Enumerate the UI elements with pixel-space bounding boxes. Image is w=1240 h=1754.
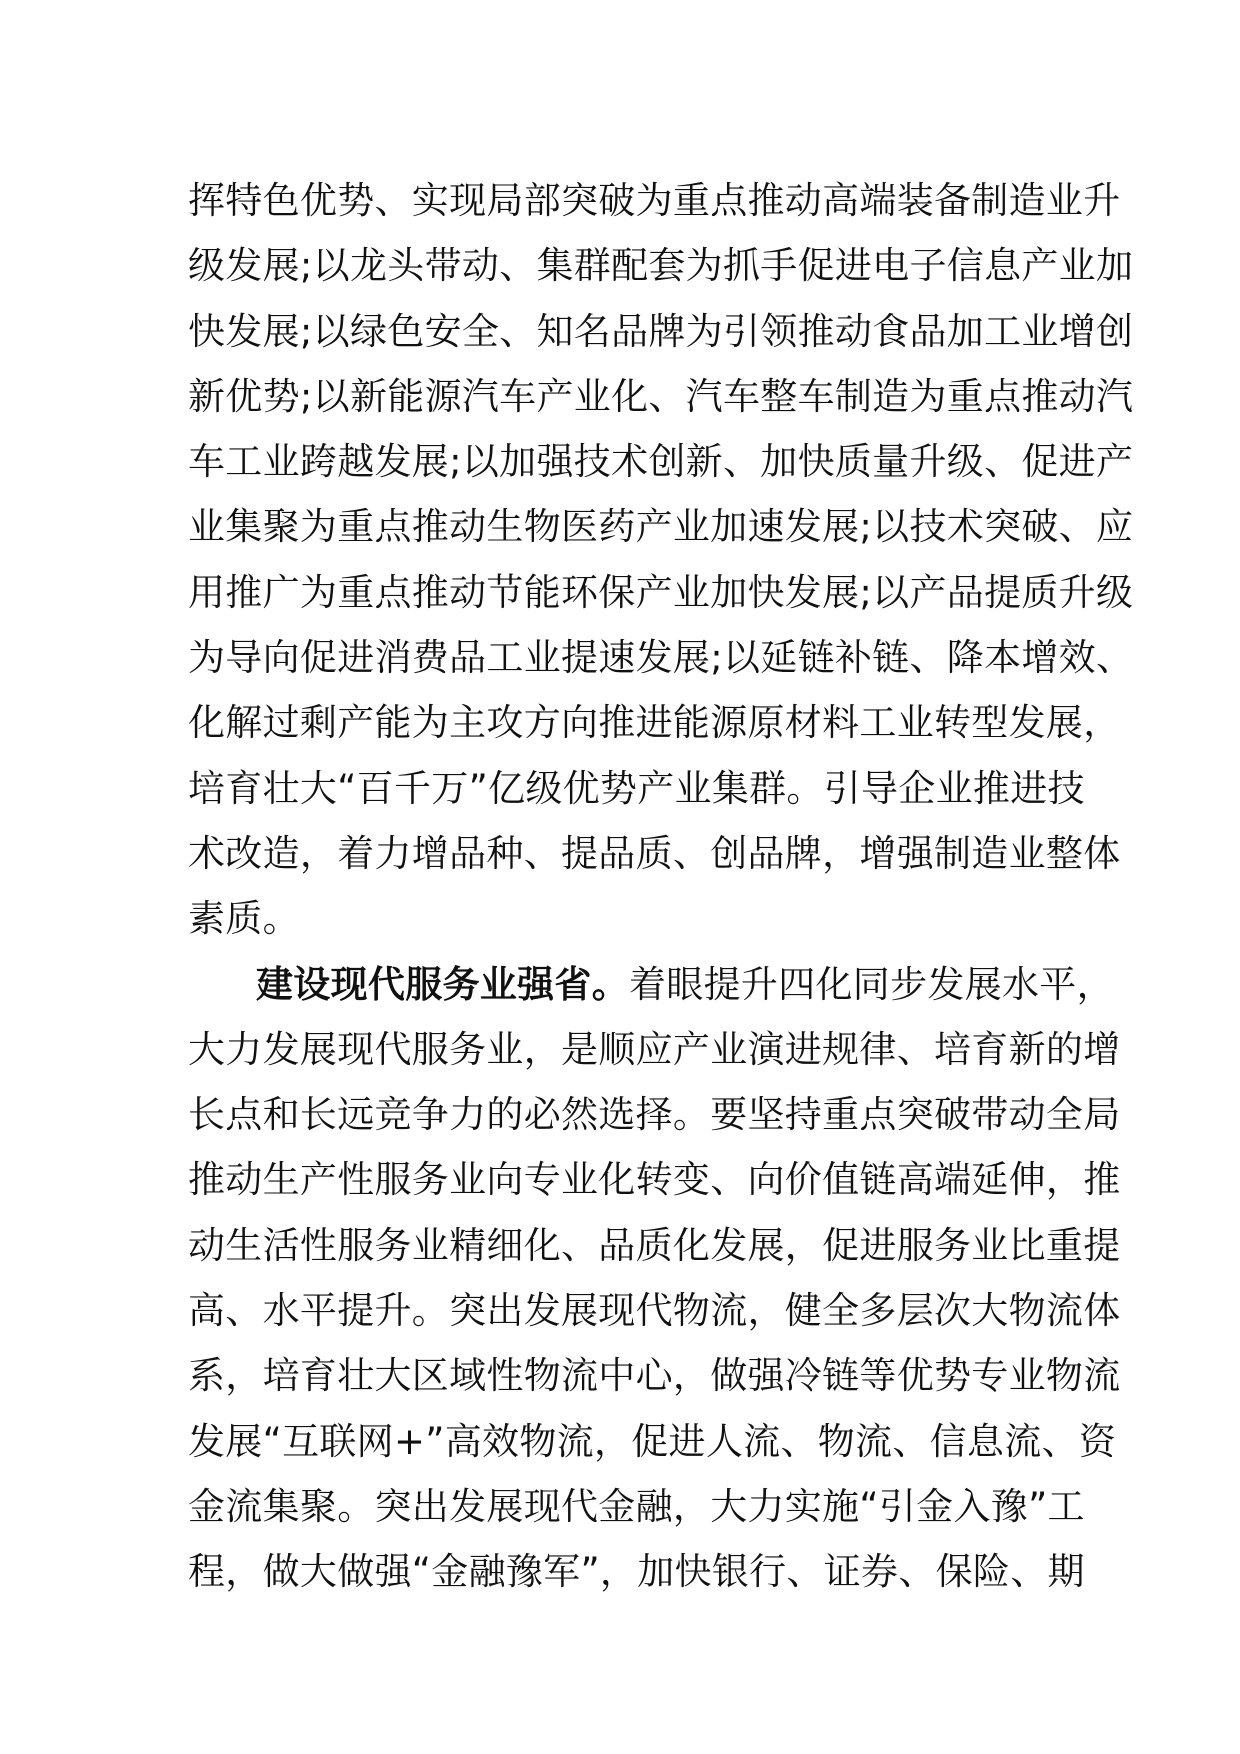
text-line: 长点和长远竞争力的必然选择。要坚持重点突破带动全局 (188, 1093, 1121, 1137)
text-line-first (188, 952, 1114, 1017)
text-line: 素质。 (188, 897, 300, 941)
text-line: 为导向促进消费品工业提速发展;以延链补链、降本增效、 (188, 636, 1134, 680)
paragraph-manufacturing (188, 168, 1134, 952)
text-line: 快发展;以绿色安全、知名品牌为引领推动食品加工业增创 (188, 309, 1134, 353)
text-run: 着眼提升四化同步发展水平， (629, 962, 1114, 1006)
text-line: 级发展;以龙头带动、集群配套为抓手促进电子信息产业加 (188, 244, 1134, 288)
text-line: 培育壮大“百千万”亿级优势产业集群。引导企业推进技 (188, 766, 1085, 810)
text-line: 车工业跨越发展;以加强技术创新、加快质量升级、促进产 (188, 440, 1134, 484)
text-line: 挥特色优势、实现局部突破为重点推动高端装备制造业升 (188, 179, 1121, 222)
text-line: 化解过剩产能为主攻方向推进能源原材料工业转型发展， (188, 701, 1121, 745)
text-line: 术改造，着力增品种、提品质、创品牌，增强制造业整体 (188, 831, 1121, 875)
text-line: 动生活性服务业精细化、品质化发展，促进服务业比重提 (188, 1223, 1121, 1267)
text-line: 用推广为重点推动节能环保产业加快发展;以产品提质升级 (188, 570, 1134, 614)
text-line: 系，培育壮大区域性物流中心，做强冷链等优势专业物流 (188, 1354, 1121, 1398)
text-line: 发展“互联网+”高效物流，促进人流、物流、信息流、资 (188, 1419, 1117, 1463)
text-line: 大力发展现代服务业，是顺应产业演进规律、培育新的增 (188, 1027, 1121, 1071)
paragraph-services (188, 952, 1121, 1605)
text-line: 程，做大做强“金融豫军”，加快银行、证券、保险、期 (188, 1550, 1085, 1594)
text-line: 新优势;以新能源汽车产业化、汽车整车制造为重点推动汽 (188, 374, 1134, 418)
text-line: 业集聚为重点推动生物医药产业加速发展;以技术突破、应 (188, 505, 1134, 549)
text-line: 推动生产性服务业向专业化转变、向价值链高端延伸，推 (188, 1158, 1121, 1202)
section-heading: 建设现代服务业强省。 (256, 962, 629, 1006)
document-page (188, 168, 1134, 1605)
text-line: 高、水平提升。突出发展现代物流，健全多层次大物流体 (188, 1289, 1121, 1333)
text-line: 金流集聚。突出发展现代金融，大力实施“引金入豫”工 (188, 1484, 1085, 1528)
